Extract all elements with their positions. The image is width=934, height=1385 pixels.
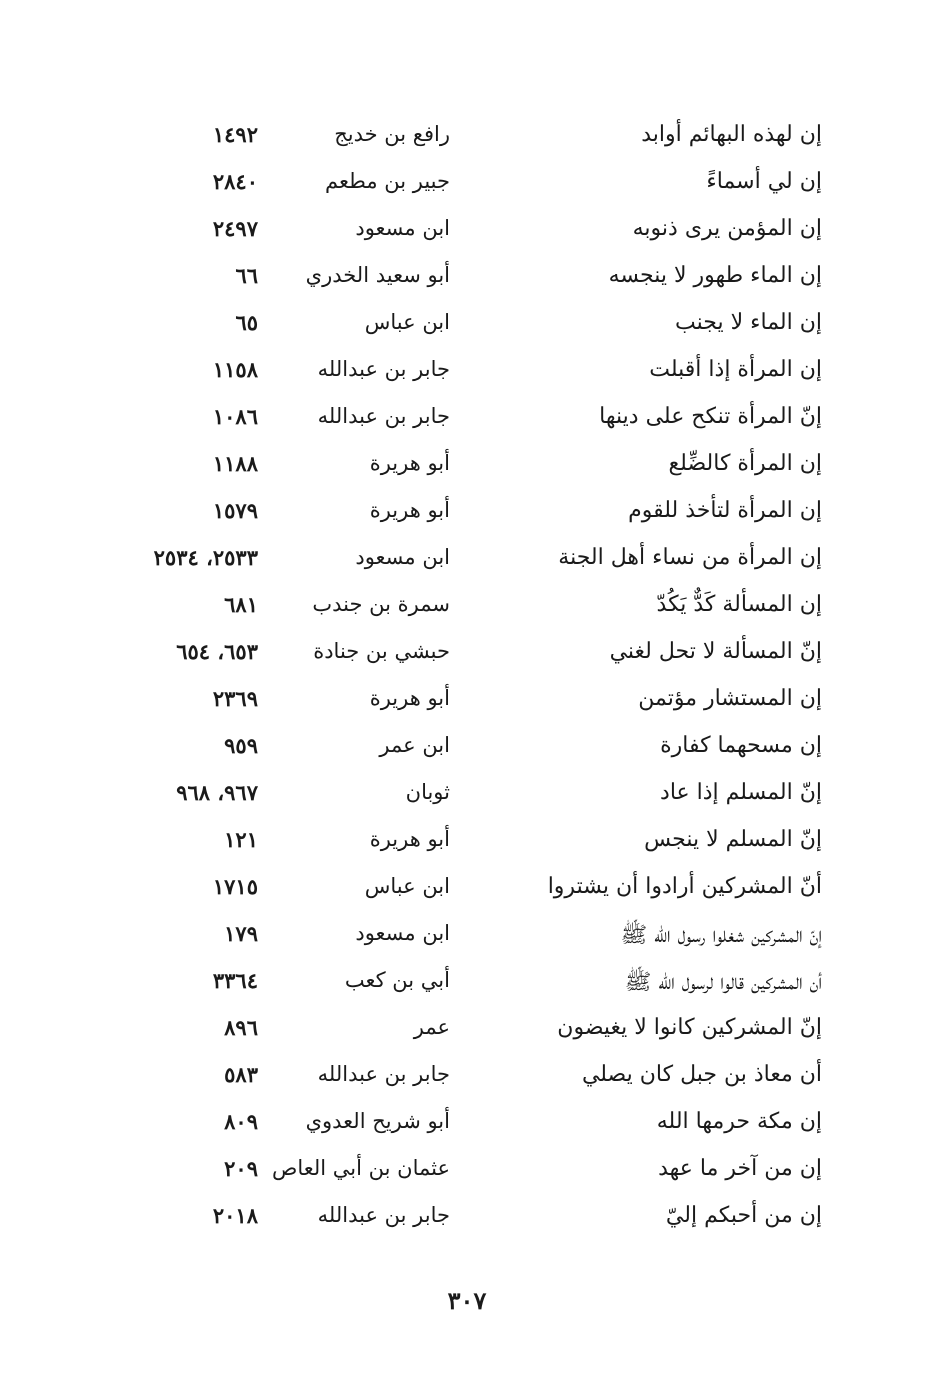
hadith-number: ٨٩٦ bbox=[224, 1015, 258, 1040]
narrator-name: جابر بن عبدالله bbox=[317, 1062, 450, 1086]
hadith-text: أن معاذ بن جبل كان يصلي bbox=[581, 1062, 822, 1087]
hadith-number: ٥٨٣ bbox=[224, 1062, 258, 1087]
narrator-name: عثمان بن أبي العاص bbox=[271, 1156, 450, 1180]
table-row bbox=[0, 921, 934, 968]
table-row bbox=[0, 1015, 934, 1062]
table-row bbox=[0, 1062, 934, 1109]
hadith-text: إنّ المسلم إذا عاد bbox=[660, 780, 822, 805]
hadith-text: إنّ المشركين شغلوا رسول الله ﷺ bbox=[620, 923, 822, 948]
narrator-name: أبو هريرة bbox=[369, 498, 450, 522]
table-row bbox=[0, 780, 934, 827]
table-row bbox=[0, 498, 934, 545]
hadith-number: ١٢١ bbox=[224, 827, 258, 852]
hadith-text: إن من أحبكم إليّ bbox=[665, 1203, 822, 1228]
narrator-name: ثوبان bbox=[405, 780, 450, 804]
table-row bbox=[0, 263, 934, 310]
narrator-name: جابر بن عبدالله bbox=[317, 357, 450, 381]
table-row bbox=[0, 545, 934, 592]
narrator-name: ابن مسعود bbox=[355, 216, 450, 240]
hadith-number: ٦٦ bbox=[235, 263, 258, 288]
table-row bbox=[0, 592, 934, 639]
hadith-text: أن المشركين قالوا لرسول الله ﷺ bbox=[624, 970, 822, 995]
hadith-text: إن الماء لا يجنب bbox=[675, 310, 822, 335]
narrator-name: أبي بن كعب bbox=[344, 968, 450, 992]
narrator-name: أبو هريرة bbox=[369, 686, 450, 710]
hadith-text: إنّ المشركين كانوا لا يغيضون bbox=[557, 1015, 822, 1040]
table-row bbox=[0, 451, 934, 498]
hadith-text: إن لهذه البهائم أوابد bbox=[641, 122, 822, 147]
page-number: ٣٠٧ bbox=[447, 1286, 487, 1315]
table-row bbox=[0, 357, 934, 404]
hadith-text: إن مسحهما كفارة bbox=[660, 733, 822, 758]
narrator-name: ابن عمر bbox=[379, 733, 450, 757]
hadith-number: ٣٣٦٤ bbox=[212, 968, 258, 993]
narrator-name: سمرة بن جندب bbox=[312, 592, 450, 616]
table-row bbox=[0, 827, 934, 874]
hadith-number: ٦٨١ bbox=[224, 592, 258, 617]
table-row bbox=[0, 1203, 934, 1250]
hadith-text: إن المؤمن يرى ذنوبه bbox=[632, 216, 822, 241]
hadith-text: إن لي أسماءً bbox=[706, 169, 822, 194]
narrator-name: حبشي بن جنادة bbox=[313, 639, 450, 663]
table-row bbox=[0, 169, 934, 216]
table-row bbox=[0, 968, 934, 1015]
hadith-text: إنّ المسألة لا تحل لغني bbox=[609, 639, 822, 664]
table-row bbox=[0, 310, 934, 357]
hadith-text: إن المرأة لتأخذ للقوم bbox=[628, 498, 822, 523]
table-row bbox=[0, 733, 934, 780]
hadith-text: إن من آخر ما عهد bbox=[658, 1156, 822, 1181]
hadith-number: ٢٨٤٠ bbox=[212, 169, 258, 194]
narrator-name: رافع بن خديج bbox=[334, 122, 450, 146]
hadith-index-table bbox=[0, 122, 934, 1250]
narrator-name: جبير بن مطعم bbox=[324, 169, 450, 193]
hadith-text: إن المرأة إذا أقبلت bbox=[649, 357, 822, 382]
narrator-name: عمر bbox=[413, 1015, 450, 1039]
narrator-name: أبو سعيد الخدري bbox=[305, 263, 450, 287]
hadith-number: ٨٠٩ bbox=[224, 1109, 258, 1134]
narrator-name: أبو شريح العدوي bbox=[305, 1109, 450, 1133]
hadith-number: ١٧٩ bbox=[224, 921, 258, 946]
hadith-text: إنّ المسلم لا ينجس bbox=[644, 827, 822, 852]
hadith-text: إن المرأة من نساء أهل الجنة bbox=[558, 545, 822, 570]
narrator-name: جابر بن عبدالله bbox=[317, 1203, 450, 1227]
hadith-text: إن المسألة كَدٌّ يَكُدّ bbox=[656, 592, 822, 617]
hadith-number: ١١٨٨ bbox=[212, 451, 258, 476]
hadith-number: ٢٣٦٩ bbox=[212, 686, 258, 711]
hadith-text: أنّ المشركين أرادوا أن يشتروا bbox=[547, 874, 822, 899]
hadith-number: ٢٥٣٣، ٢٥٣٤ bbox=[153, 545, 258, 570]
hadith-number: ١٧١٥ bbox=[212, 874, 258, 899]
hadith-number: ١٤٩٢ bbox=[212, 122, 258, 147]
narrator-name: ابن عباس bbox=[364, 874, 450, 898]
table-row bbox=[0, 874, 934, 921]
hadith-text: إن الماء طهور لا ينجسه bbox=[608, 263, 822, 288]
narrator-name: ابن مسعود bbox=[355, 921, 450, 945]
table-row bbox=[0, 1109, 934, 1156]
hadith-text: إن المستشار مؤتمن bbox=[638, 686, 822, 711]
narrator-name: أبو هريرة bbox=[369, 827, 450, 851]
hadith-number: ٦٥ bbox=[235, 310, 258, 335]
hadith-number: ١٥٧٩ bbox=[212, 498, 258, 523]
hadith-number: ٦٥٣، ٦٥٤ bbox=[176, 639, 258, 664]
table-row bbox=[0, 404, 934, 451]
table-row bbox=[0, 686, 934, 733]
narrator-name: ابن مسعود bbox=[355, 545, 450, 569]
narrator-name: أبو هريرة bbox=[369, 451, 450, 475]
hadith-text: إنّ المرأة تنكح على دينها bbox=[599, 404, 822, 429]
table-row bbox=[0, 1156, 934, 1203]
hadith-number: ٩٥٩ bbox=[224, 733, 258, 758]
table-row bbox=[0, 216, 934, 263]
table-row bbox=[0, 122, 934, 169]
hadith-number: ١١٥٨ bbox=[212, 357, 258, 382]
hadith-number: ٢٤٩٧ bbox=[212, 216, 258, 241]
hadith-number: ٩٦٧، ٩٦٨ bbox=[176, 780, 258, 805]
hadith-number: ٢٠٩ bbox=[224, 1156, 258, 1181]
hadith-number: ٢٠١٨ bbox=[212, 1203, 258, 1228]
narrator-name: جابر بن عبدالله bbox=[317, 404, 450, 428]
table-row bbox=[0, 639, 934, 686]
hadith-number: ١٠٨٦ bbox=[212, 404, 258, 429]
hadith-text: إن المرأة كالضِّلع bbox=[668, 451, 822, 476]
narrator-name: ابن عباس bbox=[364, 310, 450, 334]
hadith-text: إن مكة حرمها الله bbox=[656, 1109, 822, 1134]
